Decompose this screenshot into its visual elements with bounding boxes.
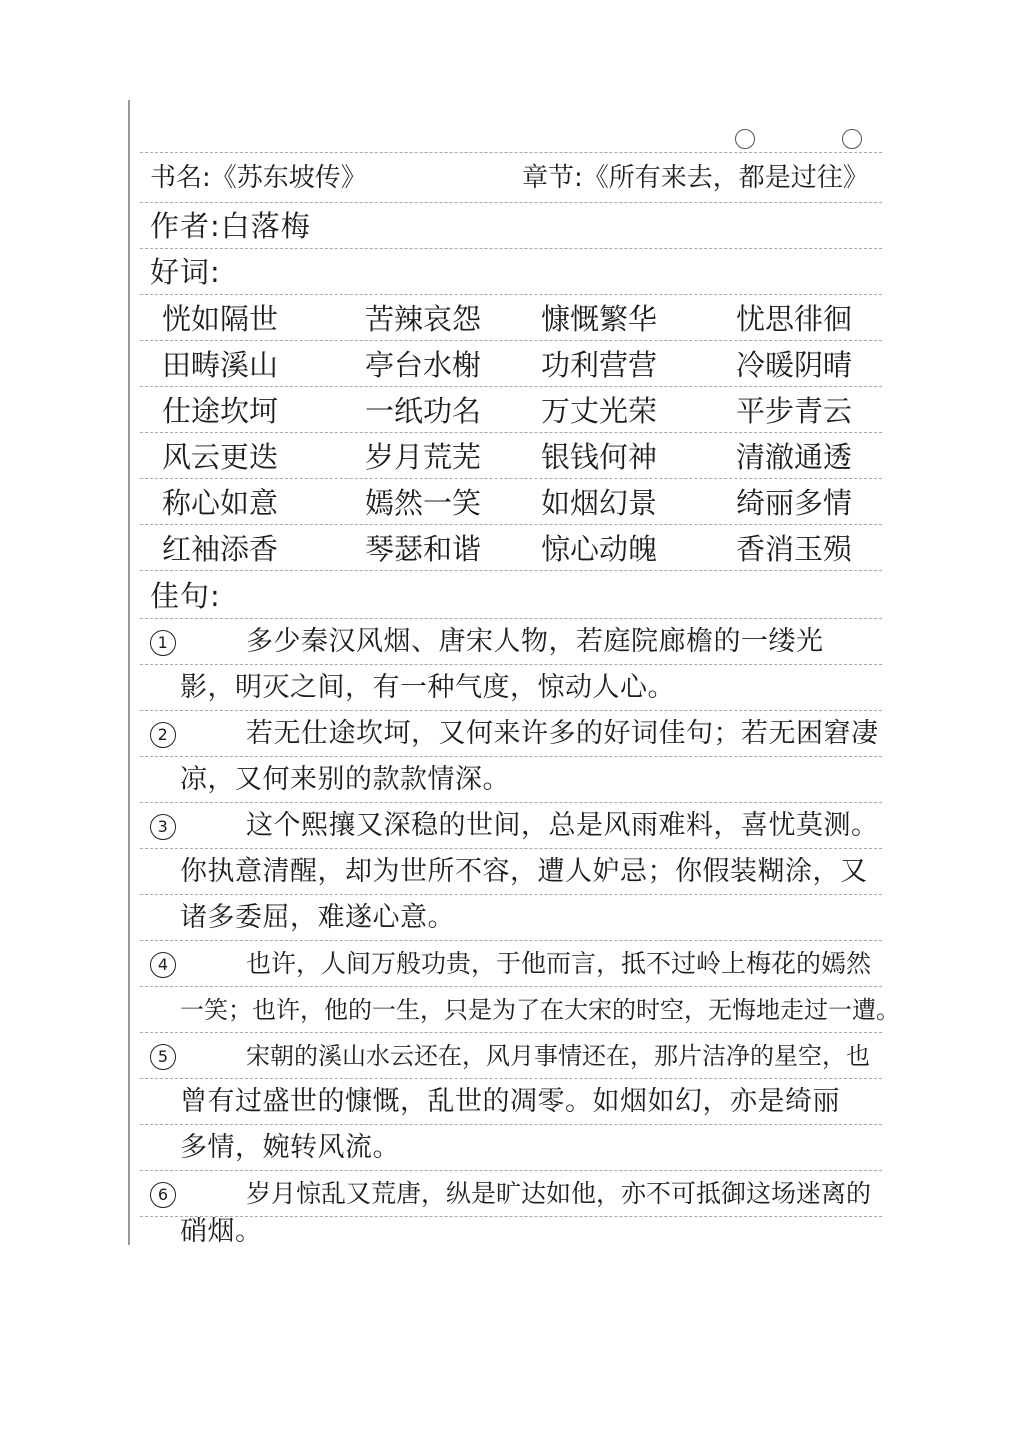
sentence-line: 一笑；也许，他的一生，只是为了在大宋的时空，无悔地走过一遭。 xyxy=(180,996,900,1024)
word-item: 忧思徘徊 xyxy=(736,302,853,336)
word-item: 如烟幻景 xyxy=(541,486,658,520)
word-item: 苦辣哀怨 xyxy=(365,302,482,336)
sentence-line: 硝烟。 xyxy=(180,1216,263,1247)
sentence-text: 这个熙攘又深稳的世间，总是风雨难料，喜忧莫测。 xyxy=(246,810,879,841)
rule-line xyxy=(140,202,882,203)
sentence-text: 也许，人间万般功贵，于他而言，抵不过岭上梅花的嫣然 xyxy=(246,949,872,978)
sentence-line: 曾有过盛世的慷慨，乱世的凋零。如烟如幻，亦是绮丽 xyxy=(180,1086,840,1117)
word-item: 亭台水榭 xyxy=(365,348,482,382)
sentence-number: 4 xyxy=(150,952,176,978)
chapter-title: 《所有来去，都是过往》 xyxy=(582,163,869,193)
rule-line xyxy=(140,152,882,153)
word-item: 惊心动魄 xyxy=(541,532,658,566)
sentence-number: 3 xyxy=(150,814,176,840)
sentence-number: 1 xyxy=(150,630,176,656)
rule-line xyxy=(140,1032,882,1033)
sentences-section-label: 佳句: xyxy=(150,579,221,613)
word-item: 琴瑟和谐 xyxy=(365,532,482,566)
rule-line xyxy=(140,1170,882,1171)
sentence-line xyxy=(150,1038,890,1074)
word-item: 慷慨繁华 xyxy=(541,302,658,336)
rule-line xyxy=(140,848,882,849)
sentence-line xyxy=(150,808,890,844)
sentence-line: 诸多委屈，难遂心意。 xyxy=(180,902,455,933)
book-row xyxy=(150,160,880,196)
rule-line xyxy=(140,248,882,249)
punch-hole-right xyxy=(842,129,862,149)
word-item: 风云更迭 xyxy=(162,440,279,474)
rule-line xyxy=(140,1078,882,1079)
word-item: 红袖添香 xyxy=(162,532,279,566)
sentence-text: 多少秦汉风烟、唐宋人物，若庭院廊檐的一缕光 xyxy=(246,626,824,657)
rule-line xyxy=(140,894,882,895)
sentence-number: 2 xyxy=(150,722,176,748)
book-label: 书名: xyxy=(150,163,211,193)
sentence-line: 你执意清醒，却为世所不容，遭人妒忌；你假装糊涂，又 xyxy=(180,856,868,887)
sentence-text: 宋朝的溪山水云还在，风月事情还在，那片洁净的星空，也 xyxy=(246,1042,870,1070)
rule-line xyxy=(140,618,882,619)
sentence-line xyxy=(150,716,890,752)
word-item: 冷暖阴晴 xyxy=(736,348,853,382)
margin-line xyxy=(128,100,130,1245)
rule-line xyxy=(140,1124,882,1125)
word-item: 绮丽多情 xyxy=(736,486,853,520)
author-row xyxy=(150,208,880,244)
sentence-text: 岁月惊乱又荒唐，纵是旷达如他，亦不可抵御这场迷离的 xyxy=(246,1179,872,1208)
sentence-line: 影，明灭之间，有一种气度，惊动人心。 xyxy=(180,672,675,703)
book-title: 《苏东坡传》 xyxy=(210,163,367,193)
sentence-line: 多情，婉转风流。 xyxy=(180,1132,400,1163)
sentence-line: 凉，又何来别的款款情深。 xyxy=(180,764,510,795)
word-item: 嫣然一笑 xyxy=(365,486,482,520)
word-item: 银钱何神 xyxy=(541,440,658,474)
author-name: 白落梅 xyxy=(220,209,311,243)
chapter-label: 章节: xyxy=(522,163,583,193)
rule-line xyxy=(140,940,882,941)
rule-line xyxy=(140,664,882,665)
words-section-label: 好词: xyxy=(150,255,221,289)
word-item: 功利营营 xyxy=(541,348,658,382)
sentence-line xyxy=(150,624,890,660)
word-item: 恍如隔世 xyxy=(162,302,279,336)
author-label: 作者: xyxy=(150,209,221,243)
word-item: 岁月荒芜 xyxy=(365,440,482,474)
rule-line xyxy=(140,294,882,295)
word-item: 仕途坎坷 xyxy=(162,394,279,428)
chapter-group xyxy=(522,160,869,196)
word-item: 清澈通透 xyxy=(736,440,853,474)
sentence-number: 5 xyxy=(150,1044,176,1070)
word-item: 平步青云 xyxy=(736,394,853,428)
word-item: 万丈光荣 xyxy=(541,394,658,428)
word-item: 田畴溪山 xyxy=(162,348,279,382)
rule-line xyxy=(140,986,882,987)
word-item: 一纸功名 xyxy=(365,394,482,428)
sentence-line xyxy=(150,1176,890,1212)
sentence-text: 若无仕途坎坷，又何来许多的好词佳句；若无困窘凄 xyxy=(246,718,879,749)
words-grid xyxy=(154,296,874,572)
rule-line xyxy=(140,710,882,711)
rule-line xyxy=(140,802,882,803)
word-item: 香消玉殒 xyxy=(736,532,853,566)
rule-line xyxy=(140,756,882,757)
sentence-number: 6 xyxy=(150,1182,176,1208)
punch-hole-left xyxy=(735,129,755,149)
sentence-line xyxy=(150,946,890,982)
word-item: 称心如意 xyxy=(162,486,279,520)
